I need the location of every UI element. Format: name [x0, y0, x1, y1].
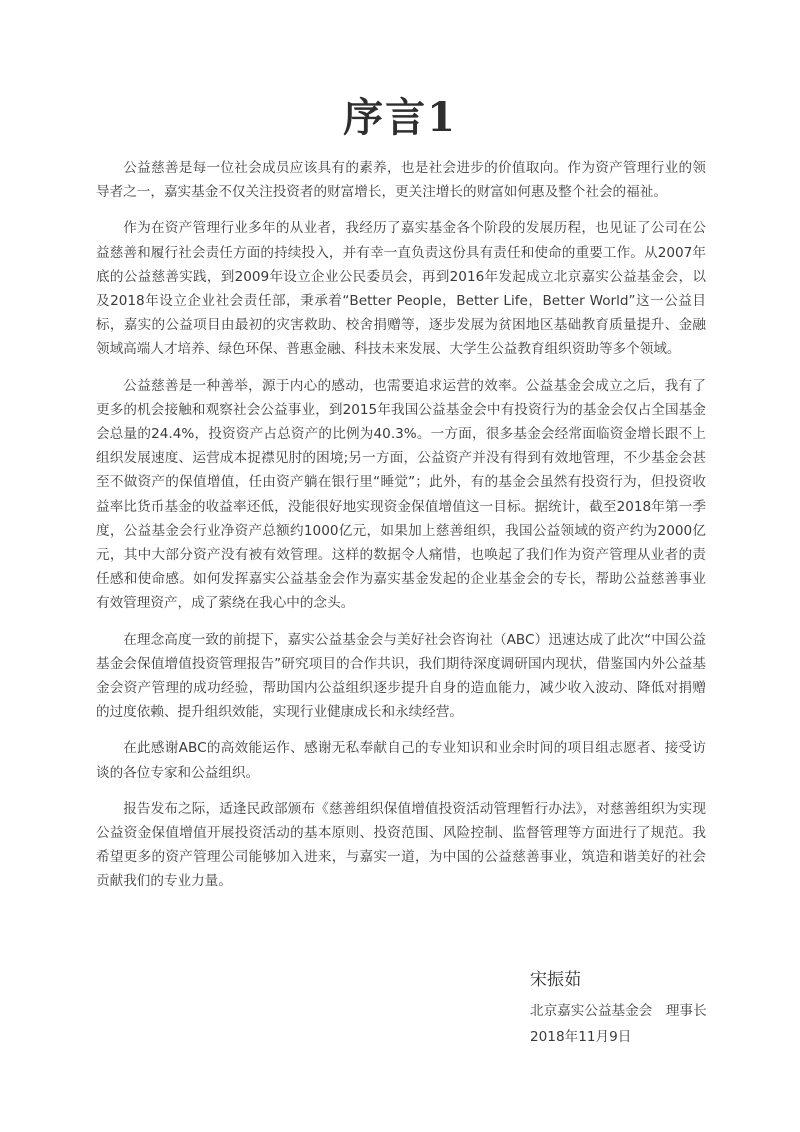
paragraph-1: 公益慈善是每一位社会成员应该具有的素养，也是社会进步的价值取向。作为资产管理行业的领导者之一，嘉实基金不仅关注投资者的财富增长，更关注增长的财富如何惠及整个社会的福祉。	[96, 160, 706, 201]
paragraph-3: 公益慈善是一种善举，源于内心的感动，也需要追求运营的效率。公益基金会成立之后，我有了更多的机会接触和观察社会公益事业，到2015年我国公益基金会中有投资行为的基金会仅占全国基金会总量的24.4%，投资资产占总资产的比例为40.3%。一方面，很多基金会经常面临资金增长跟不上组织发展速度、运营成本捉襟见肘的困境;另一方面，公益资产并没有得到有效地管理，不少基金会甚至不做资产的保值增值，任由资产躺在银行里“睡觉”；此外，有的基金会虽然有投资行为，但投资收益率比货币基金的收益率还低，没能很好地实现资金保值增值这一目标。据统计，截至2018年第一季度，公益基金会行业净资产总额约1000亿元，如果加上慈善组织，我国公益领域的资产约为2000亿元，其中大部分资产没有被有效管理。这样的数据令人痛惜，也唤起了我们作为资产管理从业者的责任感和使命感。如何发挥嘉实公益基金会作为嘉实基金发起的企业基金会的专长，帮助公益慈善事业有效管理资产，成了萦绕在我心中的念头。	[96, 377, 706, 612]
page-title: 序言1	[343, 94, 457, 141]
preface-body	[96, 156, 706, 906]
paragraph-5: 在此感谢ABC的高效能运作、感谢无私奉献自己的专业知识和业余时间的项目组志愿者、接受访谈的各位专家和公益组织。	[96, 740, 706, 781]
paragraph-4: 在理念高度一致的前提下，嘉实公益基金会与美好社会咨询社（ABC）迅速达成了此次“中国公益基金会保值增值投资管理报告”研究项目的合作共识，我们期待深度调研国内现状，借鉴国内外公益基金会资产管理的成功经验，帮助国内公益组织逐步提升自身的造血能力，减少收入波动、降低对捐赠的过度依赖、提升组织效能，实现行业健康成长和永续经营。	[96, 631, 706, 721]
signature-date: 2018年11月9日	[530, 1029, 632, 1045]
paragraph-2: 作为在资产管理行业多年的从业者，我经历了嘉实基金各个阶段的发展历程，也见证了公司在公益慈善和履行社会责任方面的持续投入，并有幸一直负责这份具有责任和使命的重要工作。从2007年底的公益慈善实践，到2009年设立企业公民委员会，再到2016年发起成立北京嘉实公益基金会，以及2018年设立企业社会责任部，秉承着“Better People，Better Life，Better World”这一公益目标，嘉实的公益项目由最初的灾害救助、校舍捐赠等，逐步发展为贫困地区基础教育质量提升、金融领域高端人才培养、绿色环保、普惠金融、科技未来发展、大学生公益教育组织资助等多个领域。	[96, 220, 706, 358]
signature-position: 北京嘉实公益基金会 理事长	[530, 1003, 707, 1019]
signature-name: 宋振茹	[530, 970, 581, 990]
signature-block	[530, 968, 760, 1050]
paragraph-6: 报告发布之际，适逢民政部颁布《慈善组织保值增值投资活动管理暂行办法》，对慈善组织为实现公益资金保值增值开展投资活动的基本原则、投资范围、风险控制、监督管理等方面进行了规范。我希望更多的资产管理公司能够加入进来，与嘉实一道，为中国的公益慈善事业，筑造和谐美好的社会贡献我们的专业力量。	[96, 800, 706, 890]
